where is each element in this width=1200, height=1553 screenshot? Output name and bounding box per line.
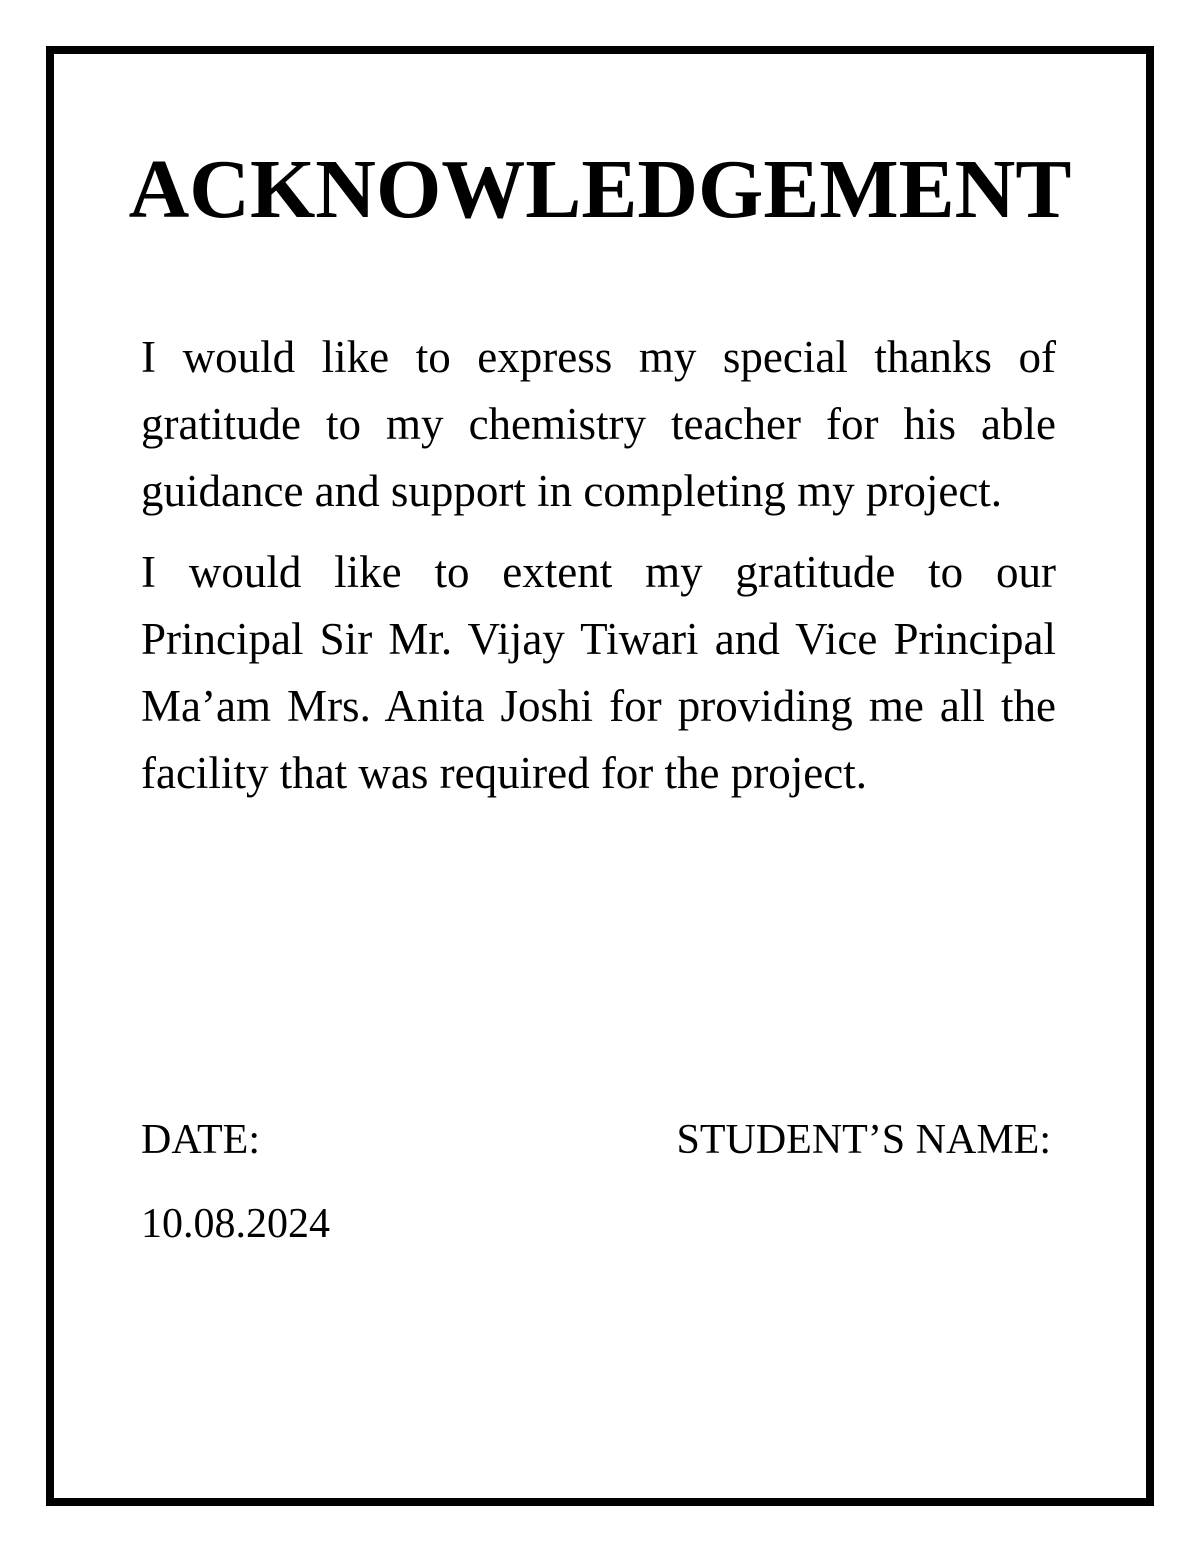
- paragraph-thanks-principal: I would like to extent my gratitude to our Principal Sir Mr. Vijay Tiwari and Vice Principal Ma’am Mrs. Anita Joshi for providing me all the facility that was required for the project.: [141, 547, 1056, 798]
- page-title: ACKNOWLEDGEMENT: [128, 143, 1072, 236]
- student-name-label: STUDENT’S NAME:: [676, 1117, 1051, 1163]
- acknowledgement-body: [141, 324, 1056, 821]
- signature-row: [141, 1110, 1051, 1170]
- date-value: 10.08.2024: [141, 1201, 330, 1247]
- paragraph-thanks-teacher: I would like to express my special thanks of gratitude to my chemistry teacher for his able guidance and support in completing my project.: [141, 332, 1056, 516]
- date-label: DATE:: [141, 1117, 260, 1163]
